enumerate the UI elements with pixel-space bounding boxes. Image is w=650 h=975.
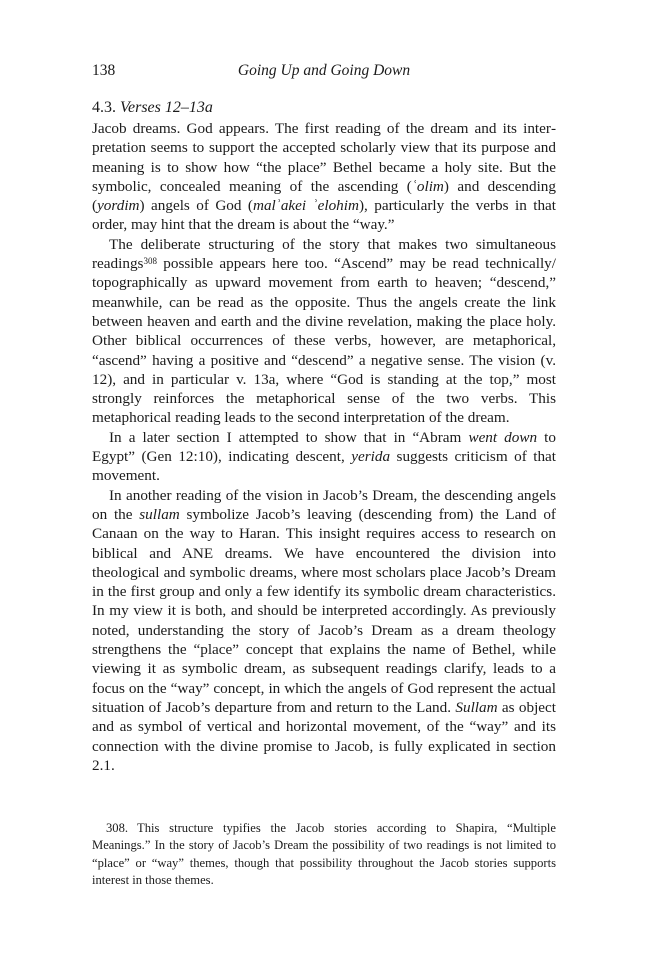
running-title: Going Up and Going Down (237, 62, 411, 79)
paragraph-4 (92, 486, 556, 775)
body-text (92, 119, 556, 775)
section-heading (92, 98, 213, 118)
footnote-308 (92, 820, 556, 890)
term-olim: ʿolim (411, 177, 444, 195)
paragraph-1-text-d: ), particularly the verbs in that order, may hint that the dream is about the “way.” (92, 197, 556, 234)
term-yordim: yordim (97, 197, 140, 215)
paragraph-3-text-b: to Egypt” (Gen 12:10), indicating descent, (92, 428, 556, 466)
footnote-number: 308. (106, 821, 129, 835)
paragraph-3-text-a: In a later section I attempted to show that in “Abram (109, 428, 469, 446)
paragraph-3 (92, 428, 556, 486)
running-head (92, 62, 556, 82)
paragraph-2-text-a: The deliberate structuring of the story that makes two simultaneous readings (92, 235, 556, 273)
term-sullam-capitalized: Sullam (455, 698, 498, 716)
term-went-down: went down (468, 428, 538, 446)
paragraph-1-text-c: ) angels of God ( (139, 197, 253, 215)
paragraph-1-text-a: Jacob dreams. God appears. The first reading of the dream and its interpretation seems to support the accepted scholarly view that its purpose and meaning is to show how “the place” Bethel became a holy site. But the symbolic, concealed meaning of the ascending ( (92, 120, 556, 195)
paragraph-4-text-b: symbolize Jacob’s leaving (descending from) the Land of Canaan on the way to Haran. This insight requires access to research on biblical and ANE dreams. We have encountered the division into theological and symbolic dreams, where most scholars place Jacob’s Dream in the first group and only a few identify its symbolic dream characteristics. In my view it is both, and should be interpreted accordingly. As previously noted, understanding the story of Jacob’s Dream as a dream theology strengthens the “place” concept that explains the name of Bethel, while viewing it as symbolic dream, as subsequent readings clarify, leads to a focus on the “way” concept, in which the angels of God represent the actual situation of Jacob’s departure from and return to the Land. (92, 505, 556, 716)
paragraph-4-text-a: In another reading of the vision in Jacob’s Dream, the descending angels on the (92, 486, 556, 523)
footnote-text: This structure typifies the Jacob stories according to Shapira, “Multiple Meanings.” In the story of Jacob’s Dream the possibility of two readings is not limited to “place” or “way” themes, though that possibility throughout the Jacob stories supports interest in those themes. (92, 821, 556, 888)
term-sullam: sullam (139, 505, 180, 523)
term-yerida: yerida (351, 448, 391, 466)
footnote-reference[interactable]: 308 (143, 256, 157, 267)
page-number: 138 (92, 62, 116, 79)
paragraph-4-text-c: as object and as symbol of vertical and horizontal movement, of the “way” and its connection with the divine promise to Jacob, is fully explicated in section 2.1. (92, 698, 556, 774)
paragraph-1 (92, 119, 556, 235)
paragraph-2-text-b: possible appears here too. “Ascend” may be read technically/ topographically as upward movement from earth to heaven; “descend,” meanwhile, can be read as the opposite. Thus the angels create the link between heaven and earth and the divine revelation, making the place holy. Other biblical occurrences of these verbs, however, are metaphorical, “ascend” having a positive and “descend” a negative sense. The vision (v. 12), and in particular v. 13a, where “God is standing at the top,” most strongly reinforces the metaphorical sense of the two verbs. This metaphorical reading leads to the second interpretation of the dream. (92, 255, 556, 427)
section-number: 4.3. (92, 99, 116, 116)
paragraph-1-text-b: ) and descending ( (92, 177, 556, 215)
term-malakei-elohim: malʾakei ʾelohim (252, 197, 359, 215)
section-title: Verses 12–13a (120, 99, 213, 116)
paragraph-3-text-c: suggests criticism of that movement. (92, 448, 556, 485)
paragraph-2 (92, 235, 556, 428)
footnotes (92, 820, 556, 890)
